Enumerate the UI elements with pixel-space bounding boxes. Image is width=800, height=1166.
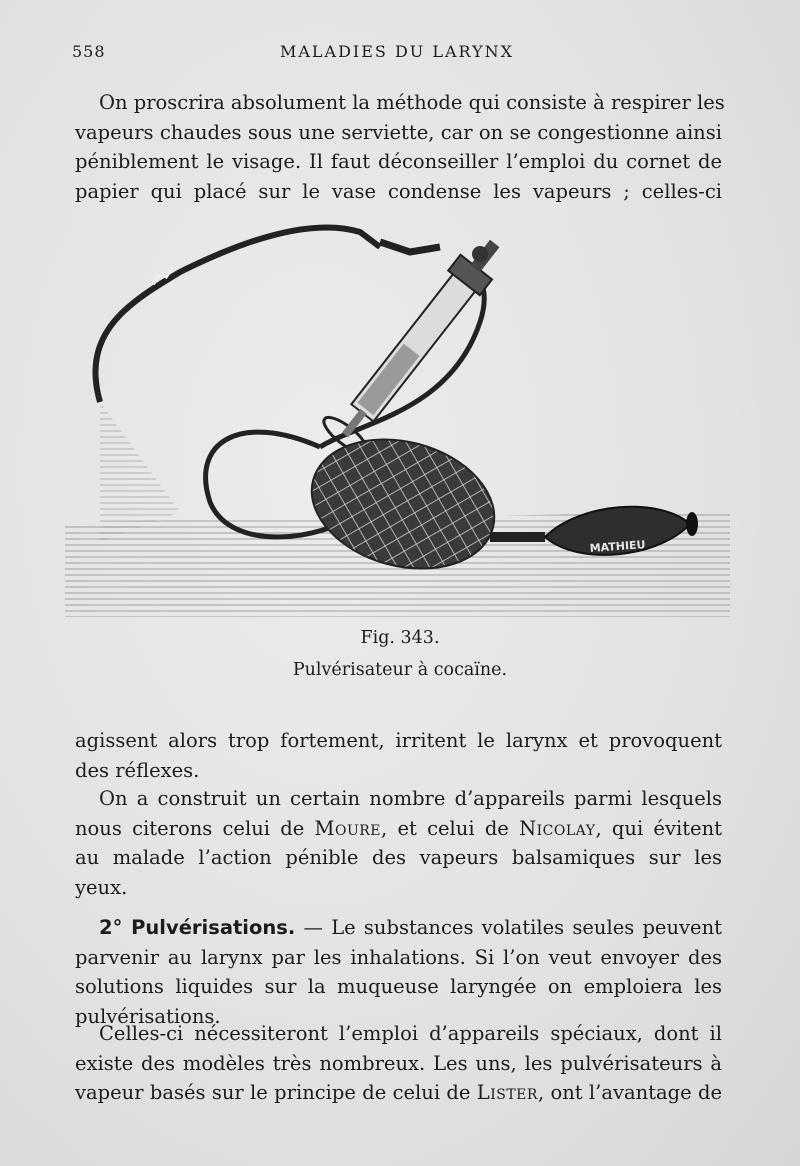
paragraph-appareils [75,784,722,902]
text-line: agissent alors trop fortement, irritent le larynx et provoquent [75,729,722,752]
paragraph-vapeurs [75,88,725,206]
text-line: vapeurs chaudes sous une serviette, car on se congestionne ainsi [75,120,722,144]
paragraph-pulverisations [75,913,722,1031]
figure-343 [60,212,740,627]
text-line: parvenir au larynx par les inhalations. Si l’on veut envoyer des [75,945,722,969]
paragraph-appareils-speciaux [75,1019,722,1108]
text-line: papier qui placé sur le vase condense les vapeurs ; celles-ci [75,179,722,203]
author-name-nicolay: Nicolay [519,816,596,840]
cocaine-sprayer-illustration [60,212,740,627]
figure-number: Fig. 343. [360,628,440,648]
text-line: Celles-ci nécessiteront l’emploi d’appareils spéciaux, dont il [99,1022,722,1045]
text-line: péniblement le visage. Il faut déconseiller l’emploi du cornet de [75,150,722,173]
text-run: vapeur basés sur le principe de celui de [75,1081,477,1104]
text-line [75,1078,722,1108]
text-line [75,913,722,943]
text-line: solutions liquides sur la muqueuse laryngée on emploiera les [75,975,722,998]
figure-caption: Pulvérisateur à cocaïne. [292,660,508,680]
text-run: , ont l’avantage de [537,1081,723,1104]
maker-label: MATHIEU [589,538,646,555]
author-name-moure: Moure [314,816,382,840]
text-line: yeux. [75,875,128,899]
author-name-lister: Lister [476,1081,538,1104]
text-line: On a construit un certain nombre d’appareils parmi lesquels [99,787,722,810]
text-line: au malade l’action pénible des vapeurs balsamiques sur les [75,846,722,869]
text-line: pulvérisations. [75,1004,221,1028]
running-head: MALADIES DU LARYNX [279,42,515,61]
text-line: On proscrira absolument la méthode qui consiste à respirer les [99,91,725,114]
text-run: — Le substances volatiles seules peuvent [295,916,722,939]
page-number: 558 [72,42,106,61]
text-line: des réflexes. [75,758,200,782]
text-run: , et celui de [381,816,520,840]
text-run: nous citerons celui de [75,816,315,840]
text-line [75,814,722,844]
text-line: existe des modèles très nombreux. Les uns, les pulvérisateurs à [75,1051,722,1075]
section-heading: 2° Pulvérisations. [99,916,296,939]
text-run: , qui évitent [595,816,722,840]
paragraph-reflexes [75,726,722,785]
